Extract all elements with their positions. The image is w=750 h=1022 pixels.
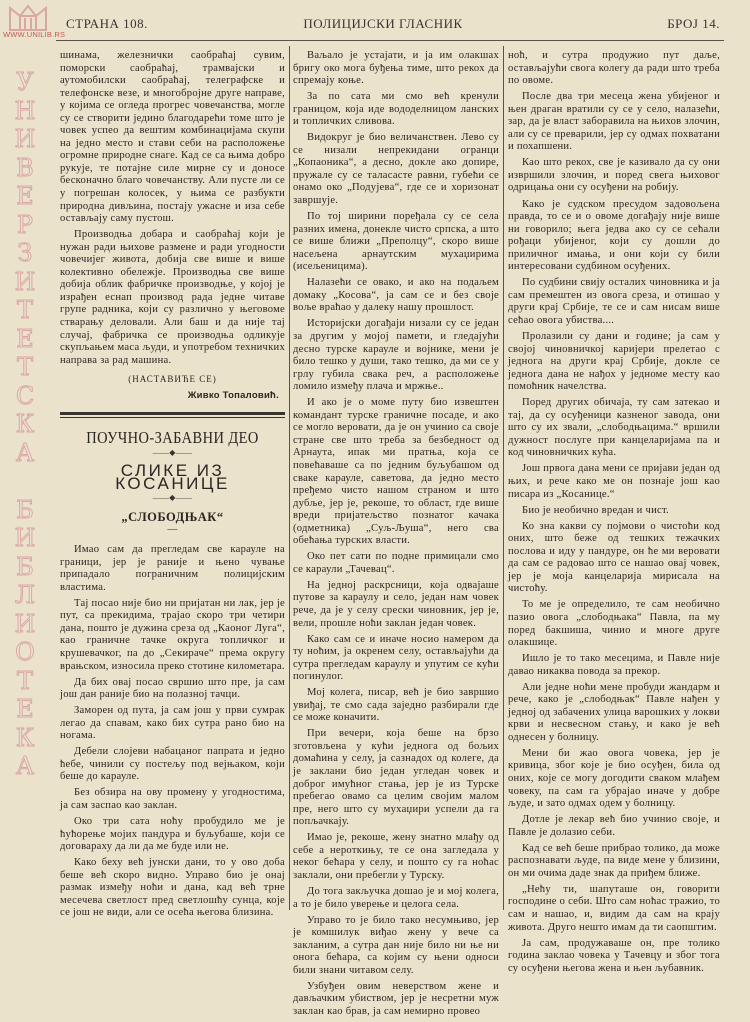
column-2	[293, 50, 499, 1022]
watermark-letter: Е	[16, 182, 34, 210]
paragraph: Управо то је било тако несумњиво, јер је комшилук виђао жену у вече са закланим, а сутра дан није било ни ње ни онога бећара, са којим су њени односи били знани читавом селу.	[293, 914, 499, 976]
paragraph: На једној раскрсници, која одвајаше путове за караулу и село, један нам човек рече, да је у селу срески чиновник, јер је, вели, прошле ноћи заклан један човек.	[293, 579, 499, 629]
watermark-letter: Т	[16, 296, 33, 324]
paragraph: Налазећи се овако, и ако на подаљем домаку „Косова“, ја сам се и без своје воље враћао у далеку нашу прошлост.	[293, 277, 499, 314]
page-number: СТРАНА 108.	[66, 16, 148, 31]
paragraph: „Нећу ти, шапуташе он, говорити господине о себи. Што сам ноћас тражио, то сам и нашао, и, видим да сам на крају живота. Друго нешто имам да ти саопштим.	[508, 883, 720, 933]
story-series-title: СЛИКЕ ИЗ КОСАНИЦЕ	[115, 461, 230, 493]
watermark-letter: О	[15, 638, 35, 666]
paragraph: Ја сам, продужаваше он, пре толико година заклао човека у Тачевцу и због тога су осуђени његова жена и њен љубавник.	[508, 937, 720, 974]
watermark-letter: К	[15, 723, 35, 752]
paragraph: Мени би жао овога човека, јер је кривица, због које је био осуђен, била од оних, које се могу догодити сваком млађем човеку, па сам га убрајао иначе у добре људе, и зато одмах одем у болницу.	[508, 747, 720, 810]
paragraph: Како беху већ јунски дани, то у ово доба беше већ скоро видно. Управо био је онај размак између ноћи и дана, кад већ трне месечева светлост пред светлошћу сунца, које се још не види, али се осећа његова близина.	[60, 857, 285, 919]
paragraph: Производња добара и саобраћај који је нужан ради њихове размене и ради угодности човечијег живота, добија све више и више колективно обележје. Производња све више добија облик фабричке производње, у којој је израђен еснап производ рада једне читаве групе радника, који су различно у његовоме стварању деловали. Али баш и да није тај случај, фабричка се производња одликује скупљањем маса људи, и употребом техничких направа за рад машина.	[60, 229, 285, 366]
paragraph: И ако је о моме путу био извештен командант турске граничне посаде, и ако се могло веровати, да је он учинио са своје стране све што треба за безбедност од Арнаута, ипак ми пратња, која се повећаваше са по једним буљубашом од сваке карауле, саветова, да једно место пређемо чисто нашом страном и што дубље, јер је, рекоше, то област, где више вреди пријатељство познатог качака (одметника) „Суљ-Љуша“, него сва обећања турских власти.	[293, 397, 499, 547]
watermark-letter: И	[14, 267, 36, 296]
column-3	[508, 50, 720, 979]
watermark-letter: А	[15, 752, 35, 780]
author-signature: Живко Топаловић.	[187, 389, 279, 401]
paragraph: Кад се већ беше прибрао толико, да може распознавати људе, па виде мене у близини, он ми очима даде знак да приђем ближе.	[508, 842, 720, 879]
paragraph: Али једне ноћи мене пробуди жандарм и рече, како је „слободњак“ Павле нађен у једној од забачених улица варошких у локви крви и несвесном стању, и како је већ однесен у болницу.	[508, 681, 720, 743]
watermark-letter: Б	[16, 495, 34, 524]
header-rule	[56, 40, 724, 41]
paragraph: Имао сам да прегледам све карауле на граници, јер је раније и њено чување припадало пограничним полицијским властима.	[60, 544, 285, 593]
watermark-letter: Н	[14, 96, 36, 125]
story-title: „СЛОБОДЊАК“	[121, 510, 224, 524]
paragraph: Имао је, рекоше, жену знатно млађу од себе а нероткињу, те се она загледала у неког бећара у селу, и пошто су га ноћас заклали, они пребегли у Турску.	[293, 832, 499, 881]
watermark-letter: Б	[16, 552, 34, 581]
paragraph: После два три месеца жена убијеног и њен драган вратили су се у село, налазећи, зар, да је власт заборавила на њихов злочин, али су се преварили, јер су одмах похватани и похапшени.	[508, 91, 720, 153]
paragraph: Историјски догађаји низали су се један за другим у мојој памети, и гледајући десно турске карауле и војнике, мени је било тешко у души, тако тешко, да ми се у грлу губила свака реч, а расположење ломило између плача и мржње..	[293, 318, 499, 393]
paragraph: Како сам се и иначе носио намером да ту ноћим, ја окренем селу, остављајући да сутра прегледам караулу и упутим се кући погинулог.	[293, 633, 499, 683]
paragraph: Да бих овај посао свршио што пре, ја сам још дан раније био на полазној тачци.	[60, 676, 285, 701]
paragraph: Заморен од пута, ја сам још у први сумрак легао да спавам, како бих сутра рано био на ногама.	[60, 705, 285, 742]
paragraph: По тој ширини поређала су се села разних имена, донекле чисто српска, а што се више ближи „Преполцу“, скоро више насељена арнаутским мухаџирима (исељеницима).	[293, 211, 499, 273]
watermark-letter: Т	[16, 353, 33, 381]
paragraph: При вечери, која беше на брзо зготовљена у кући једнога од бољих домаћина у селу, ја сазнадох од колеге, да је заклани био један угледан човек и доброг имућног стања, јер је из Турске пребегао овамо са целим својим малом пре, него што су мухаџири успели да га попљачкају.	[293, 728, 499, 828]
paragraph: Без обзира на ову промену у угодностима, ја сам заспао као заклан.	[60, 787, 285, 811]
paragraph: Ишло је то тако месецима, и Павле није давао никаква повода за прекор.	[508, 653, 720, 677]
paragraph: Мој колега, писар, већ је био завршио увиђај, те смо сада заједно разбирали где се може коначити.	[293, 687, 499, 724]
paragraph: Узбуђен овим неверством жене и дављачким убиством, јер је несретни муж заклан као брав, ја сам немирно провео	[293, 980, 499, 1017]
paragraph: Ко зна какви су појмови о чистоћи код оних, што беже од тешких тежачких послова и иду у пандуре, он ће ми веровати да сам се радовао што се нашао овај човек, јер је моја канцеларија мирисала на чистоћу.	[508, 520, 720, 595]
ornament-divider: ——◆——	[152, 493, 193, 503]
paragraph: Око три сата ноћу пробудило ме је ћућорење мојих пандура и буљубаше, који се договараху да ли да ме буде или не.	[60, 816, 285, 853]
watermark-letter: А	[15, 438, 35, 467]
watermark-letter: Т	[16, 666, 33, 695]
paragraph: Видокруг је био величанствен. Лево су се низали непрекидани огранци „Копаоника“, а десно, докле ако допире, пружале су се таласасте равни, губећи се онамо око „Подујева“, где се и хоризонат завршује.	[293, 132, 499, 207]
paragraph: Био је необично вредан и чист.	[522, 504, 669, 516]
paragraph: Ваљало је устајати, и ја им олакшах бригу око мога буђења тиме, што рекох да спремају коње.	[293, 50, 499, 87]
watermark-letter: В	[16, 153, 34, 182]
watermark-letter: И	[14, 609, 36, 638]
column-1	[60, 50, 285, 923]
watermark-letter: Е	[16, 324, 34, 353]
paragraph: Како је судском пресудом задовољена правда, то се и о овоме догађају није више ни говорило; њега једва ако су се сећали рођаци убијеног, који су дошли до приличног имања, и они који су били интересовани судбином осуђених.	[508, 198, 720, 273]
paragraph: Око пет сати по подне примицали смо се караули „Тачевац“.	[293, 551, 499, 575]
paragraph: Тај посао није био ни пријатан ни лак, јер је пут, са прекидима, трајао скоро три четири дана, пошто је дужина среза од „Каоног Луга“, као граничне тачке округа топличког и крушевачког, па до „Секираче“ према округу врањском, износила преко стотине километара.	[60, 597, 285, 672]
ornament-divider: ——◆——	[152, 447, 193, 457]
watermark-letter: Л	[14, 581, 36, 609]
paragraph: Још првога дана мени се пријави један од њих, и рече како ме он познаје још као писара из „Косанице.“	[508, 463, 720, 500]
watermark-url: WWW.UNILIB.RS	[3, 30, 66, 39]
column-divider	[503, 46, 504, 910]
watermark-letter: У	[16, 68, 34, 96]
watermark-letter: Р	[16, 210, 34, 239]
watermark-letter: Е	[16, 695, 34, 723]
section-heading: ПОУЧНО-ЗАБАВНИ ДЕО	[86, 428, 259, 448]
paragraph: До тога закључка дошао је и мој колега, а то је било уверење и целога села.	[293, 885, 499, 910]
watermark-letter: И	[14, 125, 36, 153]
paragraph: шинама, железнички саобраћај сувим, поморски саобраћај, трамвајски и аутомобилски саобраћај, телеграфске и телефонске везе, и многобројне друге направе, у којима се огледа прогрес човечанства, могле су се створити једино благодарећи томе што је човек успео да вештим комбинацијама скупи на једно место и стави себи на расположење огромне природне снаге. Кад се са њима добро рукује, те потајне силе мирне су и доносе бесконачно благо човечанству. Али пусте ли се у погрешан колосек, у њима се разбукти природна дивљина, постају ужасне и иза себе остављају саму пустош.	[60, 50, 285, 225]
paragraph: Као што рекох, све је казивало да су они извршили злочин, и поред свега њиховог одрицања они су осуђени на робију.	[508, 157, 720, 194]
paragraph: За по сата ми смо већ кренули границом, која иде вододелницом ланских и топличких сливова.	[293, 91, 499, 128]
watermark-letter: И	[14, 524, 36, 552]
paragraph: Поред других обичаја, ту сам затекао и тај, да су осуђеници казненог завода, они што су их звали, „слободњацима.“ вршили дужност послуге при канцеларијама па и код чиновничких кућа.	[508, 397, 720, 459]
watermark-letter: К	[15, 410, 35, 438]
title-dash: —	[167, 523, 178, 535]
paragraph: Дотле је лекар већ био учинио своје, и Павле је долазио себи.	[508, 814, 720, 838]
publication-title: ПОЛИЦИЈСКИ ГЛАСНИК	[303, 16, 463, 31]
paragraph: Пролазили су дани и године; ја сам у својој чиновничкој каријери прелетао с једнога на други крај Србије, докле се једнога дана не нађох у једноме месту као помоћник начелства.	[508, 330, 720, 393]
paragraph: То ме је определило, те сам необично пазио овога „слободњака“ Павла, па му поред бакшиша, чинио и многе друге олакшице.	[508, 599, 720, 649]
paragraph: По судбини свију осталих чиновника и ја сам премештен из овога среза, и отишао у други крај Србије, те се и сам нисам више сећао овога убиства....	[508, 277, 720, 326]
continued-note: (НАСТАВИЋЕ СЕ)	[128, 374, 217, 385]
column-divider	[289, 46, 290, 910]
watermark-letter: С	[15, 381, 35, 410]
paragraph: Дебели слојеви набацаног папрата и једно ћебе, чинили су постељу под вејњаком, који беше до карауле.	[60, 746, 285, 783]
issue-number: БРОЈ 14.	[667, 16, 720, 31]
section-divider	[60, 412, 285, 418]
paragraph: ноћ, и сутра продужио пут даље, остављајући свога колегу да ради што треба по овоме.	[508, 50, 720, 87]
watermark-letter: З	[17, 239, 33, 267]
